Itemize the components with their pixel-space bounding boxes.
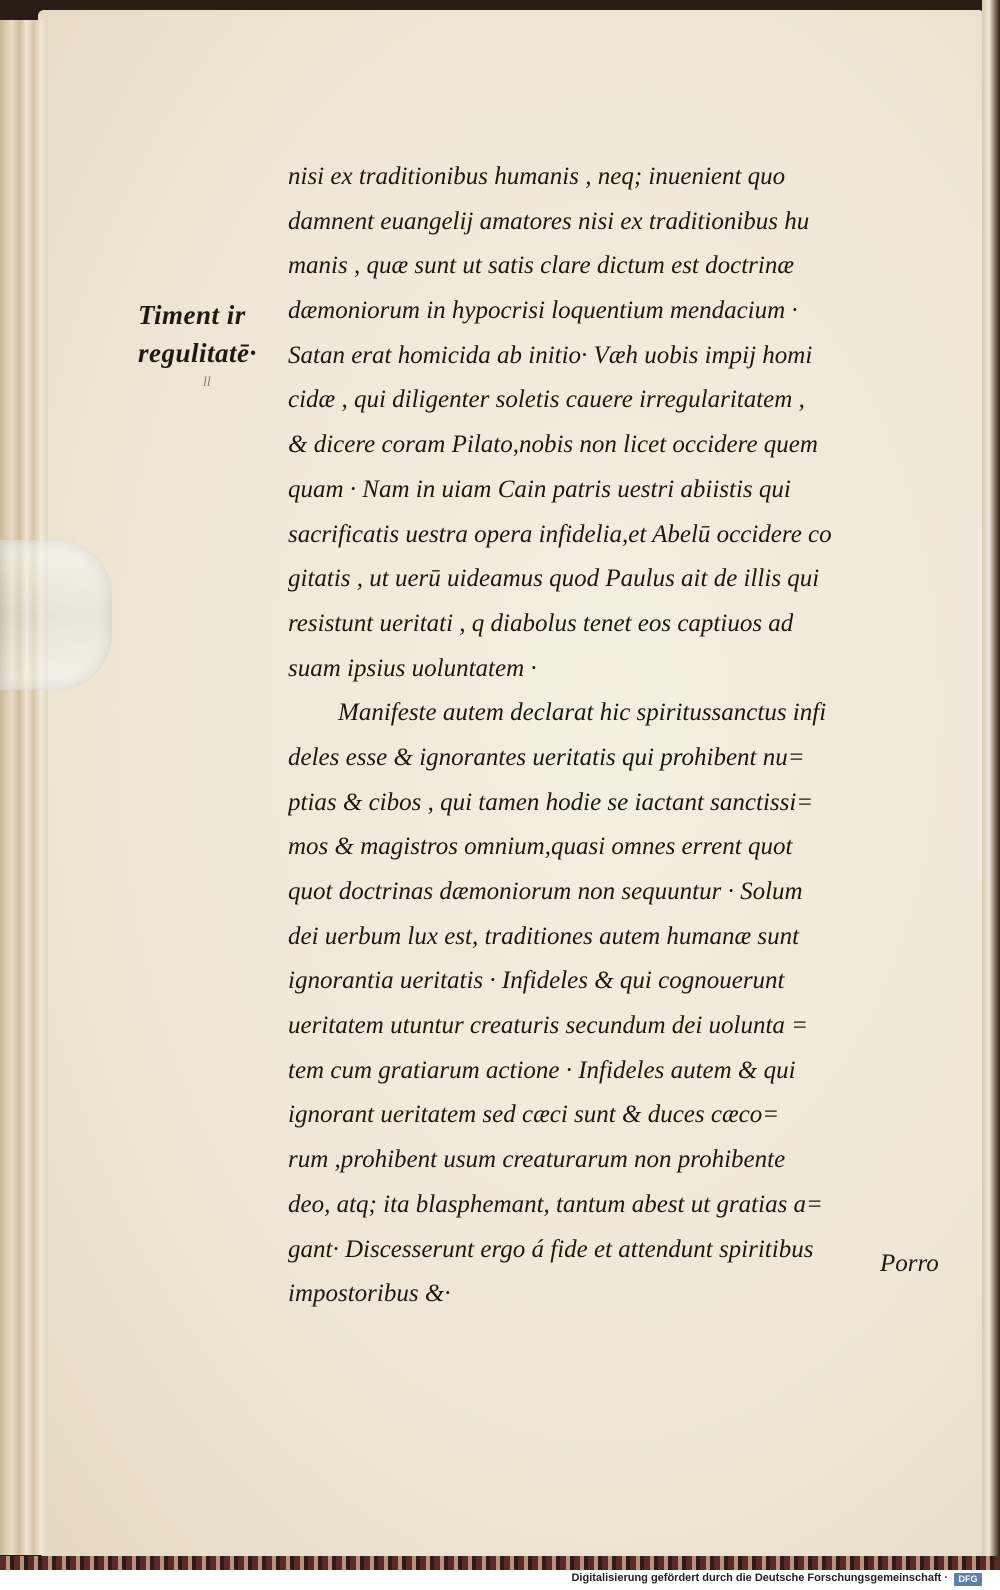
- text-line: Satan erat homicida ab initio· Væh uobis impij homi: [288, 341, 813, 369]
- pencil-mark: ll: [203, 375, 211, 390]
- text-line: & dicere coram Pilato,nobis non licet occidere quem: [288, 431, 818, 459]
- marginal-note-line-1: Timent ir: [138, 300, 246, 330]
- page-edges: [0, 20, 48, 1555]
- text-line-paragraph-start: Manifeste autem declarat hic spiritussanctus infi: [338, 699, 827, 727]
- main-text: [288, 155, 958, 1317]
- text-line: ignorantia ueritatis · Infideles & qui cognouerunt: [288, 967, 785, 995]
- text-line: suam ipsius uoluntatem ·: [288, 654, 537, 682]
- text-line: ignorant ueritatem sed cæci sunt & duces cæco=: [288, 1101, 780, 1129]
- text-line: damnent euangelij amatores nisi ex traditionibus hu: [288, 207, 810, 235]
- text-line: dæmoniorum in hypocrisi loquentium mendacium ·: [288, 297, 798, 325]
- text-line: gant· Discesserunt ergo á fide et attendunt spiritibus: [288, 1235, 814, 1263]
- text-line: sacrificatis uestra opera infidelia,et Abelū occidere co: [288, 520, 832, 548]
- text-line: nisi ex traditionibus humanis , neq; inuenient quo: [288, 163, 786, 190]
- text-line: manis , quæ sunt ut satis clare dictum est doctrinæ: [288, 252, 795, 280]
- text-line: tem cum gratiarum actione · Infideles autem & qui: [288, 1056, 796, 1084]
- text-line: impostoribus &·: [288, 1280, 451, 1308]
- binding-edge: [982, 0, 1000, 1570]
- text-line: gitatis , ut uerū uideamus quod Paulus ait de illis qui: [288, 565, 820, 593]
- text-line: cidæ , qui diligenter soletis cauere irregularitatem ,: [288, 386, 805, 414]
- text-line: quam · Nam in uiam Cain patris uestri abiistis qui: [288, 475, 791, 503]
- text-line: dei uerbum lux est, traditiones autem humanæ sunt: [288, 922, 800, 950]
- text-line: ptias & cibos , qui tamen hodie se iactant sanctissi=: [288, 788, 814, 816]
- text-line: deles esse & ignorantes ueritatis qui prohibent nu=: [288, 743, 805, 771]
- text-line: quot doctrinas dæmoniorum non sequuntur · Solum: [288, 878, 803, 905]
- textile-fringe: [0, 1556, 1000, 1570]
- marginal-note: [138, 296, 278, 372]
- marginal-note-line-2: regulitatē·: [138, 338, 257, 368]
- text-line: resistunt ueritati , q diabolus tenet eos captiuos ad: [288, 609, 794, 637]
- text-line: deo, atq; ita blasphemant, tantum abest ut gratias a=: [288, 1190, 823, 1218]
- footer-credit: Digitalisierung gefördert durch die Deutsche Forschungsgemeinschaft ·: [571, 1572, 948, 1584]
- catchword: Porro: [880, 1250, 939, 1277]
- dfg-logo: DFG: [954, 1573, 982, 1586]
- footer-bar: [0, 1570, 1000, 1590]
- text-line: rum ,prohibent usum creaturarum non prohibente: [288, 1146, 786, 1174]
- glass-clip: [0, 540, 112, 690]
- text-line: mos & magistros omnium,quasi omnes errent quot: [288, 833, 793, 861]
- text-line: ueritatem utuntur creaturis secundum dei uolunta =: [288, 1012, 809, 1040]
